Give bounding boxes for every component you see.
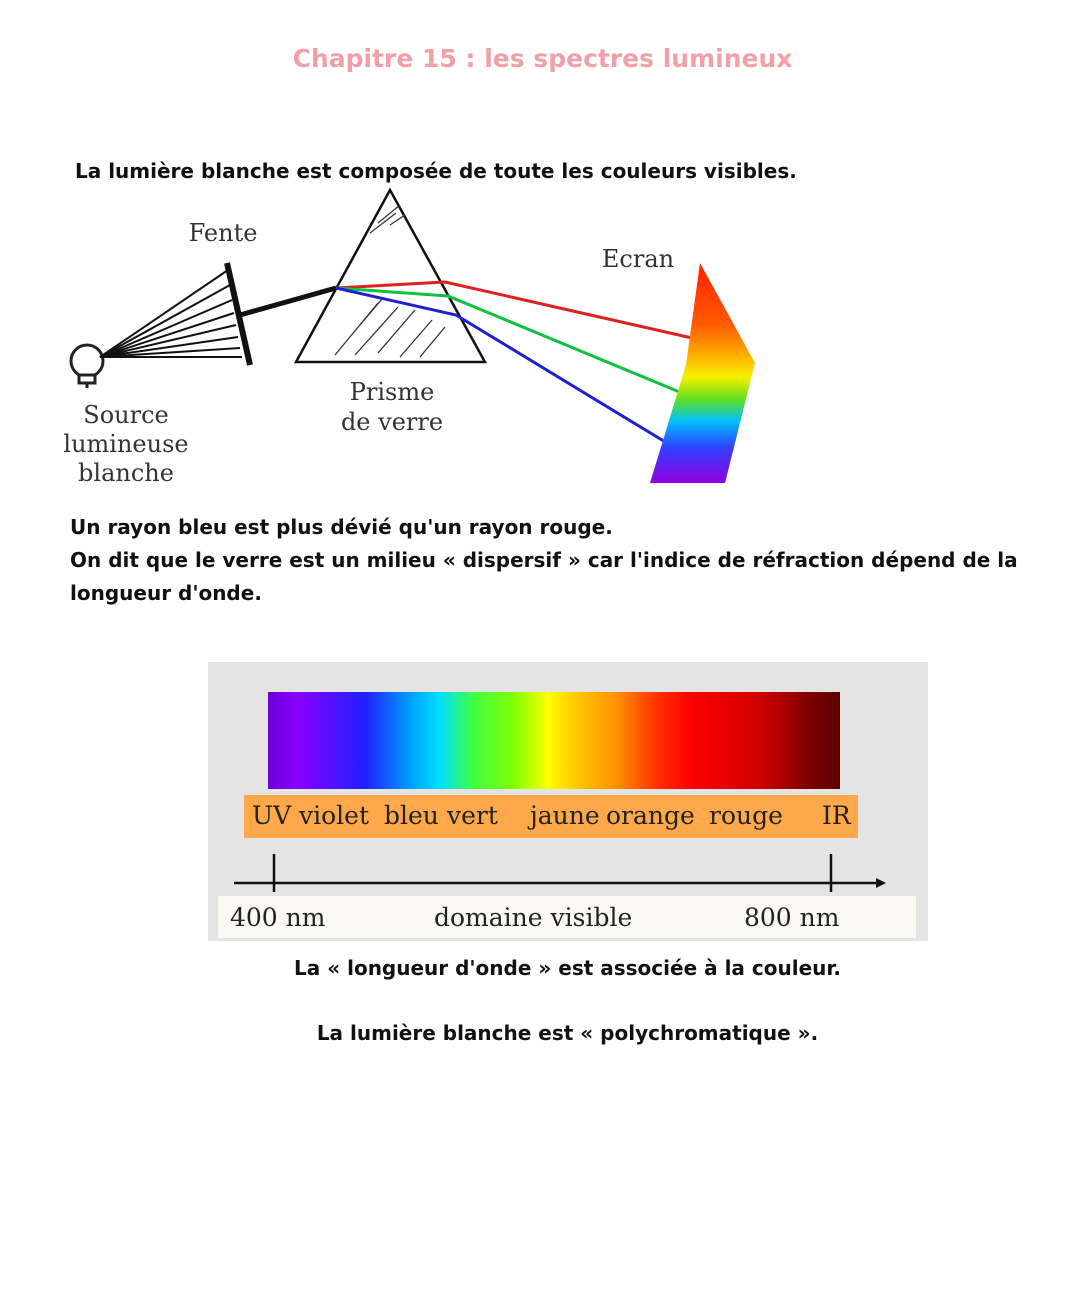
text-line-3: longueur d'onde. (70, 581, 262, 605)
source-label-line2: lumineuse (63, 430, 189, 458)
label-jaune: jaune (530, 801, 600, 830)
ecran-label: Ecran (601, 245, 675, 273)
axis-min-label: 400 nm (230, 903, 326, 932)
prisme-label-line2: de verre (340, 408, 444, 436)
axis-arrow-icon (876, 878, 886, 888)
label-vert: vert (447, 801, 498, 830)
label-uv: UV (252, 801, 292, 830)
screen-spectrum (650, 263, 755, 483)
label-ir: IR (822, 801, 851, 830)
glass-prism (296, 190, 485, 362)
intro-text: La lumière blanche est composée de toute les couleurs visibles. (75, 159, 797, 183)
source-rays (100, 270, 242, 357)
text-line-1: Un rayon bleu est plus dévié qu'un rayon rouge. (70, 515, 613, 539)
text-line-2: On dit que le verre est un milieu « dispersif » car l'indice de réfraction dépend de la (70, 548, 1018, 572)
source-label-line1: Source (83, 401, 169, 429)
source-label-line3: blanche (78, 459, 174, 487)
axis-max-label: 800 nm (744, 903, 840, 932)
label-rouge: rouge (709, 801, 783, 830)
polychromatic-note: La lumière blanche est « polychromatique ». (316, 1021, 819, 1045)
prisme-label-line1: Prisme (349, 378, 435, 406)
light-bulb-icon (71, 345, 103, 388)
fente-label: Fente (188, 219, 258, 247)
page-title: Chapitre 15 : les spectres lumineux (292, 44, 793, 73)
label-violet: violet (299, 801, 370, 830)
axis-mid-label: domaine visible (434, 903, 633, 932)
incident-beam (240, 288, 336, 315)
label-orange: orange (606, 801, 695, 830)
wavelength-note: La « longueur d'onde » est associée à la couleur. (294, 956, 841, 980)
wavelength-axis (228, 850, 890, 896)
label-bleu: bleu (384, 801, 439, 830)
visible-spectrum-bar (268, 692, 840, 789)
